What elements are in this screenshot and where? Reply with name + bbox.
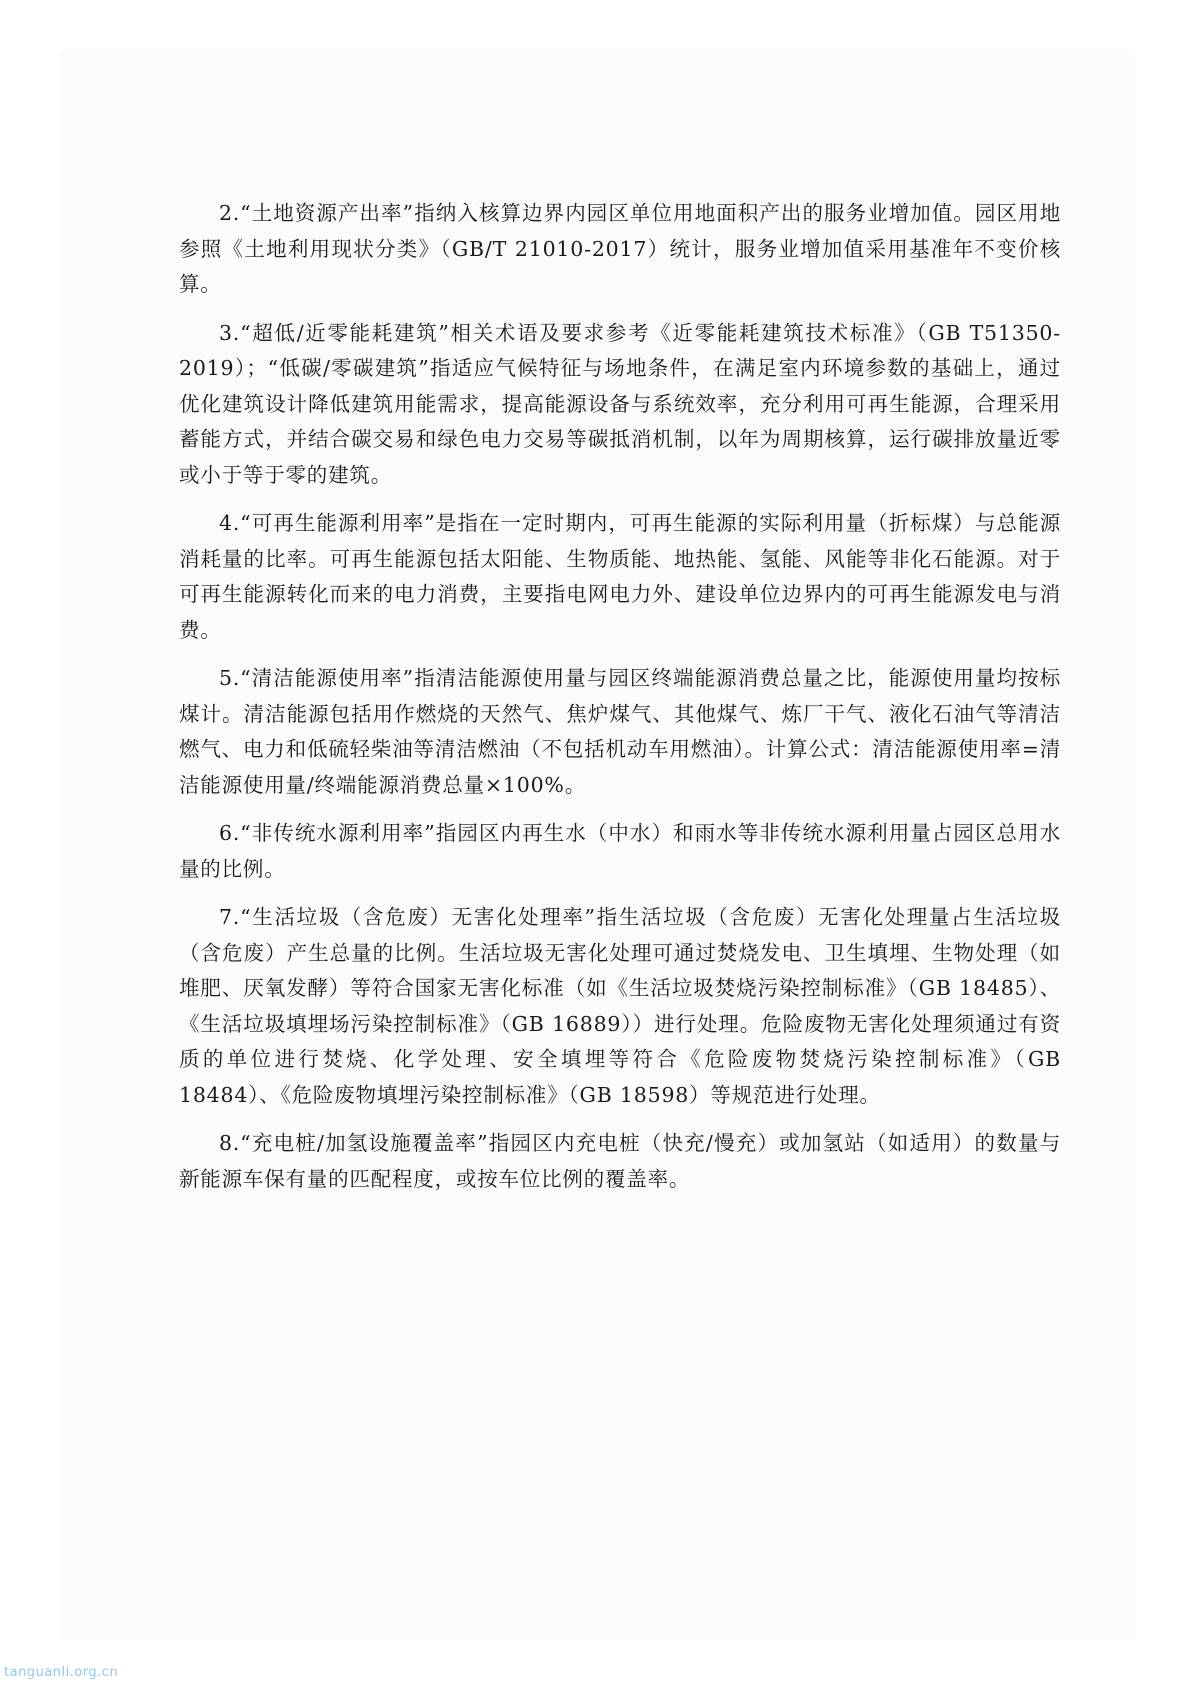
paragraph-nontraditional-water-rate: 6.“非传统水源利用率”指园区内再生水（中水）和雨水等非传统水源利用量占园区总用水量的比例。 [179,821,1061,881]
paragraph-waste-treatment-rate: 7.“生活垃圾（含危废）无害化处理率”指生活垃圾（含危废）无害化处理量占生活垃圾（含危废）产生总量的比例。生活垃圾无害化处理可通过焚烧发电、卫生填埋、生物处理（如堆肥、厌氧发酵）等符合国家无害化标准（如《生活垃圾焚烧污染控制标准》（GB 18485）、《生活垃圾填埋场污染控制标准》（GB 16889））进行处理。危险废物无害化处理须通过有资质的单位进行焚烧、化学处理、安全填埋等符合《危险废物焚烧污染控制标准》（GB 18484）、《危险废物填埋污染控制标准》（GB 18598）等规范进行处理。 [179,905,1061,1107]
paragraph-renewable-energy-rate: 4.“可再生能源利用率”是指在一定时期内，可再生能源的实际利用量（折标煤）与总能源消耗量的比率。可再生能源包括太阳能、生物质能、地热能、氢能、风能等非化石能源。对于可再生能源转化而来的电力消费，主要指电网电力外、建设单位边界内的可再生能源发电与消费。 [179,511,1061,642]
document-body [179,196,1061,1210]
paragraph-charging-coverage-rate: 8.“充电桩/加氢设施覆盖率”指园区内充电桩（快充/慢充）或加氢站（如适用）的数量与新能源车保有量的匹配程度，或按车位比例的覆盖率。 [179,1131,1061,1191]
paragraph-near-zero-energy-building: 3.“超低/近零能耗建筑”相关术语及要求参考《近零能耗建筑技术标准》（GB T51350-2019）；“低碳/零碳建筑”指适应气候特征与场地条件，在满足室内环境参数的基础上，通过优化建筑设计降低建筑用能需求，提高能源设备与系统效率，充分利用可再生能源，合理采用蓄能方式，并结合碳交易和绿色电力交易等碳抵消机制，以年为周期核算，运行碳排放量近零或小于等于零的建筑。 [179,320,1061,487]
paragraph-land-output-rate: 2.“土地资源产出率”指纳入核算边界内园区单位用地面积产出的服务业增加值。园区用地参照《土地利用现状分类》（GB/T 21010-2017）统计，服务业增加值采用基准年不变价核算。 [179,201,1061,296]
site-watermark: tanguanli.org.cn [4,1665,119,1680]
paragraph-clean-energy-rate: 5.“清洁能源使用率”指清洁能源使用量与园区终端能源消费总量之比，能源使用量均按标煤计。清洁能源包括用作燃烧的天然气、焦炉煤气、其他煤气、炼厂干气、液化石油气等清洁燃气、电力和低硫轻柴油等清洁燃油（不包括机动车用燃油）。计算公式：清洁能源使用率=清洁能源使用量/终端能源消费总量×100%。 [179,666,1061,797]
